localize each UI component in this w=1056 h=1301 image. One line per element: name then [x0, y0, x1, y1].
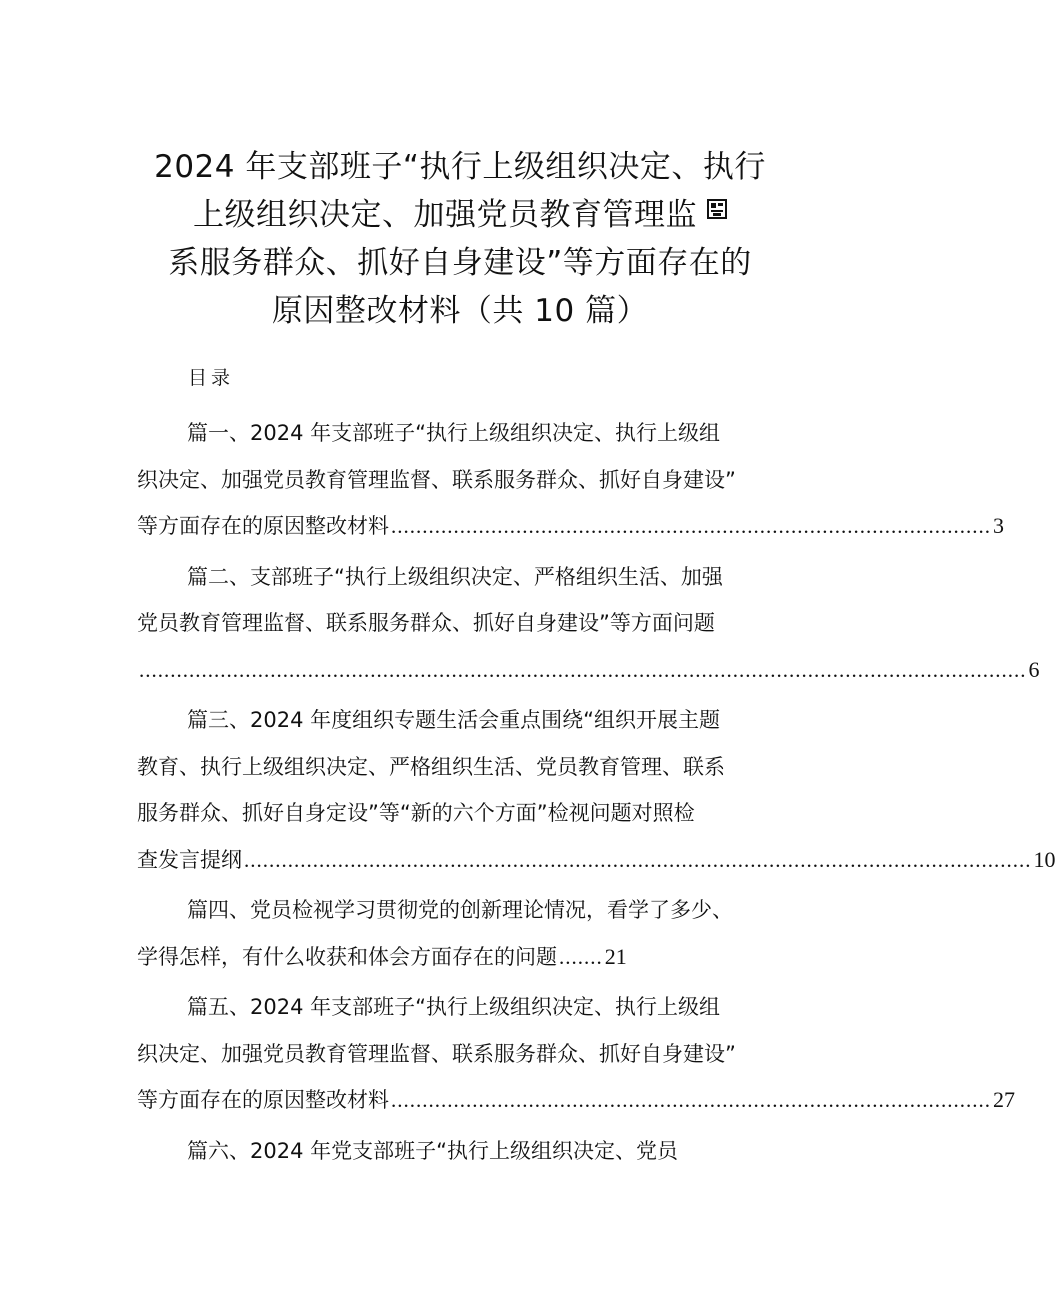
- title-line-4: 原因整改材料（共 10 篇）: [271, 293, 649, 329]
- toc-entry-last-line: [137, 1077, 1015, 1124]
- toc-page-number: 6: [1028, 656, 1040, 682]
- toc-entry[interactable]: [137, 554, 1040, 694]
- toc-leader-dots: ..............................................................................................................................................: [139, 657, 1027, 682]
- title-line-3: 系服务群众、抓好自身建设”等方面存在的: [168, 245, 752, 281]
- toc-page-number: 21: [604, 943, 627, 969]
- toc-entry-line: 篇五、2024 年支部班子“执行上级组织决定、执行上级组: [187, 995, 720, 1019]
- toc-entry[interactable]: [137, 1128, 787, 1175]
- toc-entry[interactable]: [137, 697, 1056, 883]
- toc-entry-line: 服务群众、抓好自身定设”等“新的六个方面”检视问题对照检: [137, 801, 695, 825]
- toc-entry-line: 篇四、党员检视学习贯彻党的创新理论情况，看学了多少、: [187, 898, 733, 922]
- toc-leader-dots: ..............................................................................................................................: [244, 847, 1032, 872]
- title-line-2: [120, 191, 800, 239]
- toc-entries: [137, 410, 1056, 1178]
- toc-entry-line: 篇六、2024 年党支部班子“执行上级组织决定、党员: [187, 1138, 678, 1163]
- toc-entry-line: 学得怎样，有什么收获和体会方面存在的问题: [137, 944, 557, 969]
- toc-entry-last-line: [137, 934, 787, 981]
- toc-entry-line: 教育、执行上级组织决定、严格组织生活、党员教育管理、联系: [137, 754, 725, 779]
- toc-entry-line: 党员教育管理监督、联系服务群众、抓好自身建设”等方面问题: [137, 611, 715, 635]
- toc-entry-line: 织决定、加强党员教育管理监督、联系服务群众、抓好自身建设”: [137, 467, 736, 492]
- toc-entry-line: 织决定、加强党员教育管理监督、联系服务群众、抓好自身建设”: [137, 1041, 736, 1066]
- toc-entry[interactable]: [137, 984, 1015, 1124]
- toc-page-number: 3: [993, 513, 1004, 538]
- toc-leader-dots: .......: [559, 944, 603, 969]
- toc-entry-last-line: [137, 647, 1040, 694]
- title-line-1: 2024 年支部班子“执行上级组织决定、执行: [154, 149, 766, 185]
- toc-entry-line: 等方面存在的原因整改材料: [137, 514, 389, 538]
- toc-entry-line: 查发言提纲: [137, 847, 242, 872]
- toc-entry[interactable]: [137, 887, 787, 980]
- title-line-2-text: 上级组织决定、加强党员教育管理监: [193, 197, 697, 233]
- document-title: [120, 143, 800, 335]
- toc-leader-dots: ................................................................................................: [391, 1088, 991, 1112]
- toc-page-number: 10: [1033, 846, 1056, 872]
- toc-entry[interactable]: [137, 410, 1004, 550]
- toc-entry-line: 篇二、支部班子“执行上级组织决定、严格组织生活、加强: [187, 564, 723, 589]
- toc-entry-last-line: [137, 503, 1004, 550]
- toc-page-number: 27: [993, 1087, 1015, 1112]
- toc-entry-last-line: [137, 837, 1056, 884]
- toc-entry-line: 等方面存在的原因整改材料: [137, 1088, 389, 1112]
- toc-entry-line: 篇三、2024 年度组织专题生活会重点围绕“组织开展主题: [187, 708, 720, 732]
- toc-leader-dots: ................................................................................................: [391, 514, 991, 538]
- toc-label: 目录: [188, 367, 235, 389]
- toc-entry-line: 篇一、2024 年支部班子“执行上级组织决定、执行上级组: [187, 421, 720, 445]
- stamp-icon: [707, 199, 727, 219]
